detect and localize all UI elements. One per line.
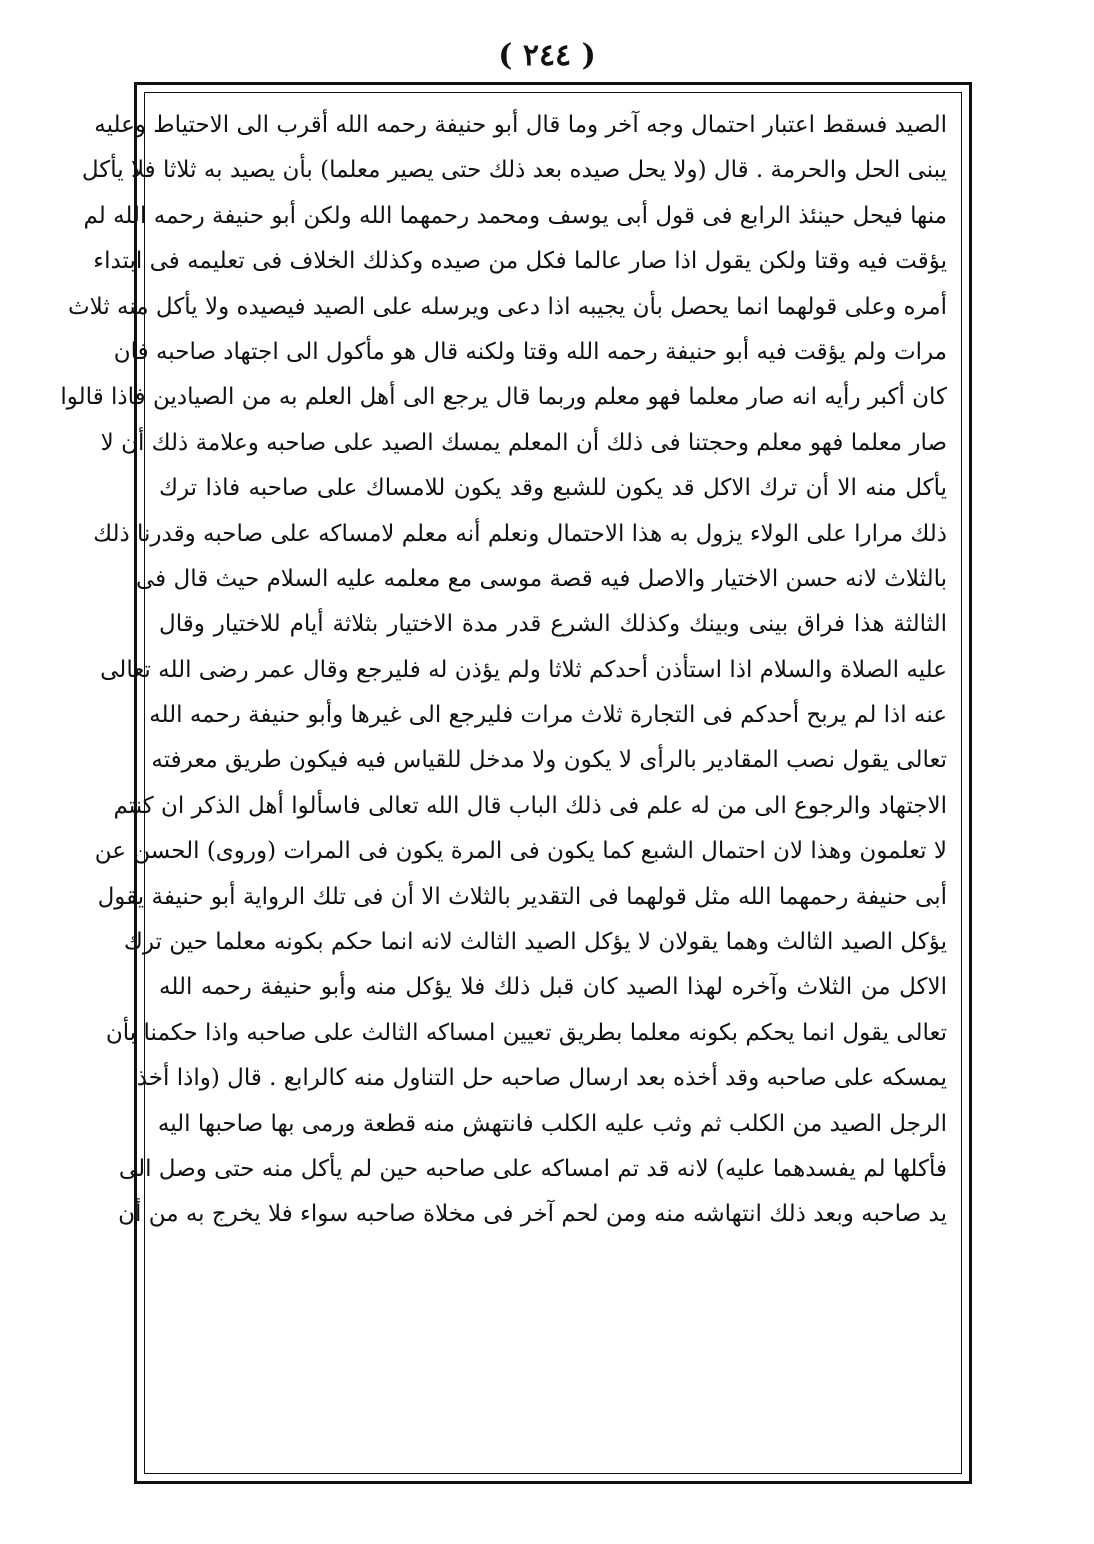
text-line-24: فأكلها لم يفسدهما عليه) لانه قد تم امساكه على صاحبه حين لم يأكل منه حتى وصل الى xyxy=(118,1155,947,1182)
text-line-17: لا تعلمون وهذا لان احتمال الشبع كما يكون فى المرة يكون فى المرات (وروى) الحسن عن xyxy=(94,838,947,865)
text-body xyxy=(60,103,947,1238)
text-line-16: الاجتهاد والرجوع الى من له علم فى ذلك الباب قال الله تعالى فاسألوا أهل الذكر ان كنتم xyxy=(113,792,947,819)
text-line-25: يد صاحبه وبعد ذلك انتهاشه منه ومن لحم آخر فى مخلاة صاحبه سواء فلا يخرج به من أن xyxy=(118,1201,947,1228)
text-frame xyxy=(60,82,972,1484)
text-line-22: يمسكه على صاحبه وقد أخذه بعد ارسال صاحبه حل التناول منه كالرابع . قال (واذا أخذ xyxy=(136,1065,947,1092)
text-line-21: تعالى يقول انما يحكم بكونه معلما بطريق تعيين امساكه الثالث على صاحبه واذا حكمنا بأن xyxy=(105,1019,947,1046)
text-line-12: الثالثة هذا فراق بينى وبينك وكذلك الشرع قدر مدة الاختيار بثلاثة أيام للاختيار وقال xyxy=(159,611,947,638)
text-line-6: مرات ولم يؤقت فيه أبو حنيفة رحمه الله وقتا ولكنه قال هو مأكول الى اجتهاد صاحبه فان xyxy=(113,338,947,365)
page-number: ( ٢٤٤ ) xyxy=(498,38,596,73)
text-line-13: عليه الصلاة والسلام اذا استأذن أحدكم ثلاثا ولم يؤذن له فليرجع وقال عمر رضى الله تعالى xyxy=(100,656,947,683)
text-line-8: صار معلما فهو معلم وحجتنا فى ذلك أن المعلم يمسك الصيد على صاحبه وعلامة ذلك أن لا xyxy=(100,429,947,456)
text-line-20: الاكل من الثلاث وآخره لهذا الصيد كان قبل ذلك فلا يؤكل منه وأبو حنيفة رحمه الله xyxy=(159,974,947,1001)
text-line-2: يبنى الحل والحرمة . قال (ولا يحل صيده بعد ذلك حتى يصير معلما) بأن يصيد به ثلاثا فلا يأكل xyxy=(81,157,947,184)
text-line-4: يؤقت فيه وقتا ولكن يقول اذا صار عالما فكل من صيده وكذلك الخلاف فى تعليمه فى ابتداء xyxy=(93,248,947,275)
text-line-19: يؤكل الصيد الثالث وهما يقولان لا يؤكل الصيد الثالث لانه انما حكم بكونه معلما حين ترك xyxy=(123,929,947,956)
text-line-9: يأكل منه الا أن ترك الاكل قد يكون للشبع وقد يكون للامساك على صاحبه فاذا ترك xyxy=(159,475,947,502)
text-line-15: تعالى يقول نصب المقادير بالرأى لا يكون ولا مدخل للقياس فيه فيكون طريق معرفته xyxy=(151,747,947,774)
text-line-23: الرجل الصيد من الكلب ثم وثب عليه الكلب فانتهش منه قطعة ورمى بها صاحبها اليه xyxy=(157,1110,947,1137)
text-line-3: منها فيحل حينئذ الرابع فى قول أبى يوسف ومحمد رحمهما الله ولكن أبو حنيفة رحمه الله لم xyxy=(83,202,947,229)
text-line-11: بالثلاث لانه حسن الاختيار والاصل فيه قصة موسى مع معلمه عليه السلام حيث قال فى xyxy=(136,565,947,592)
text-line-7: كان أكبر رأيه انه صار معلما فهو معلم وربما قال يرجع الى أهل العلم به من الصيادين فاذا قالوا xyxy=(60,384,947,411)
text-line-1: الصيد فسقط اعتبار احتمال وجه آخر وما قال أبو حنيفة رحمه الله أقرب الى الاحتياط وعليه xyxy=(94,112,947,138)
text-line-18: أبى حنيفة رحمهما الله مثل قولهما فى التقدير بالثلاث الا أن فى تلك الرواية أبو حنيفة يقول xyxy=(97,883,947,910)
text-line-5: أمره وعلى قولهما انما يحصل بأن يجيبه اذا دعى ويرسله على الصيد فيصيده ولا يأكل منه ثلاث xyxy=(67,293,947,320)
text-line-10: ذلك مرارا على الولاء يزول به هذا الاحتمال ونعلم أنه معلم لامساكه على صاحبه وقدرنا ذلك xyxy=(93,520,947,547)
text-frame-inner xyxy=(60,92,962,1474)
text-line-14: عنه اذا لم يربح أحدكم فى التجارة ثلاث مرات فليرجع الى غيرها وأبو حنيفة رحمه الله xyxy=(149,702,947,729)
